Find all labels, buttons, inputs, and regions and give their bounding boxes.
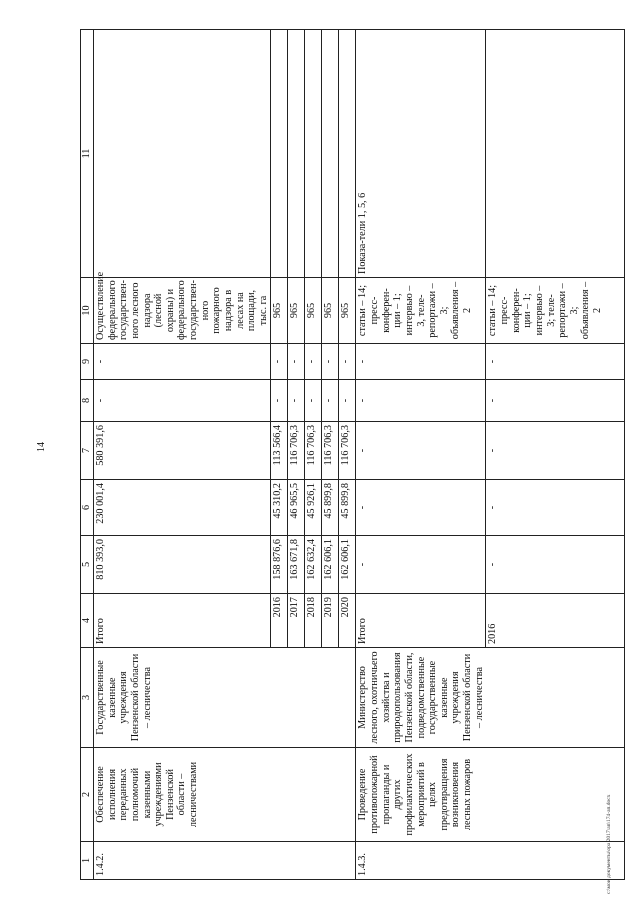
indicator-text: статьи – 14; пресс-конферен-ции – 1; интервью – 3; теле-репортажи –3; объявления – 2 <box>486 278 625 344</box>
cell-value: 45 926,1 <box>305 480 322 536</box>
cell-value: - <box>356 422 486 480</box>
row-number: 1.4.3. <box>356 842 625 880</box>
cell-value: - <box>356 380 486 422</box>
cell-value: 116 706,3 <box>288 422 305 480</box>
col-header: 8 <box>81 380 94 422</box>
cell-value <box>305 30 322 278</box>
indicator-text: статьи – 14; пресс-конферен-ции – 1; интервью – 3, теле-репортажи –3; объявления – 2 <box>356 278 486 344</box>
cell-value: 163 671,8 <box>288 536 305 594</box>
indicator-text: Осуществление федерального государствен-ного лесного надзора (лесной охраны) и федерального государствен-ного пожарного надзора в лесах на площади, тыс. га <box>94 278 271 344</box>
cell-value: - <box>356 480 486 536</box>
cell-value: 810 393,0 <box>94 536 271 594</box>
cell-value: - <box>288 380 305 422</box>
cell-value: 45 899,8 <box>322 480 339 536</box>
executor: Государственные казенные учреждения Пензенской области – лесничества <box>94 648 356 748</box>
cell-value: - <box>486 422 625 480</box>
cell-value <box>94 30 271 278</box>
year: 2020 <box>339 594 356 648</box>
cell-value: 162 606,1 <box>322 536 339 594</box>
cell-value: 46 965,5 <box>288 480 305 536</box>
cell-value: 580 391,6 <box>94 422 271 480</box>
cell-value <box>288 30 305 278</box>
year: 2019 <box>322 594 339 648</box>
col-header: 1 <box>81 842 94 880</box>
cell-value: 965 <box>305 278 322 344</box>
col-header: 9 <box>81 344 94 380</box>
table-row <box>356 30 486 880</box>
period-label: Итого <box>94 594 271 648</box>
cell-value: - <box>339 344 356 380</box>
year: 2018 <box>305 594 322 648</box>
cell-value: 965 <box>288 278 305 344</box>
cell-value: 116 706,3 <box>305 422 322 480</box>
file-path-footer: c:\мои документы\ора 2017\ап\174-ап.docx <box>606 794 612 894</box>
col-header: 10 <box>81 278 94 344</box>
col-header: 7 <box>81 422 94 480</box>
executor: Министерство лесного, охотничьего хозяйства и природопользования Пензенской области, подведомственные государственные казенные учреждения Пензенской области – лесничества <box>356 648 625 748</box>
cell-value: - <box>305 344 322 380</box>
cell-value: - <box>486 380 625 422</box>
col-header: 6 <box>81 480 94 536</box>
cell-value: - <box>486 536 625 594</box>
cell-value: 162 606,1 <box>339 536 356 594</box>
cell-value: 230 001,4 <box>94 480 271 536</box>
cell-value <box>271 30 288 278</box>
cell-value: 965 <box>271 278 288 344</box>
cell-value: 965 <box>322 278 339 344</box>
cell-value: - <box>94 380 271 422</box>
program-activities-table <box>80 29 625 880</box>
cell-value: 158 876,6 <box>271 536 288 594</box>
cell-value: - <box>94 344 271 380</box>
table-row <box>94 30 271 880</box>
rotated-table-wrapper <box>80 30 625 880</box>
cell-value <box>339 30 356 278</box>
row-number: 1.4.2. <box>94 842 356 880</box>
col-header: 11 <box>81 30 94 278</box>
cell-value: - <box>486 480 625 536</box>
cell-value: - <box>271 380 288 422</box>
col-header: 3 <box>81 648 94 748</box>
period-label: Итого <box>356 594 486 648</box>
col-header: 4 <box>81 594 94 648</box>
activity-name: Обеспечение исполнения переданных полномочий казенными учреждениями Пензенской области – лесничествами <box>94 748 356 842</box>
col-header: 5 <box>81 536 94 594</box>
cell-value: - <box>339 380 356 422</box>
cell-value: - <box>305 380 322 422</box>
cell-value: - <box>322 344 339 380</box>
cell-value: 116 706,3 <box>322 422 339 480</box>
cell-value: 45 899,8 <box>339 480 356 536</box>
col-header: 2 <box>81 748 94 842</box>
activity-name: Проведение противопожарной пропаганды и других профилактических мероприятий в целях предотвращения возникновения лесных пожаров <box>356 748 625 842</box>
cell-value <box>322 30 339 278</box>
column-number-header <box>81 30 94 880</box>
cell-value: 116 706,3 <box>339 422 356 480</box>
cell-value: 162 632,4 <box>305 536 322 594</box>
year: 2017 <box>288 594 305 648</box>
cell-value: 45 310,2 <box>271 480 288 536</box>
indicator-reference: Показа-тели 1, 5, 6 <box>356 30 486 278</box>
cell-value <box>486 30 625 278</box>
cell-value: - <box>356 344 486 380</box>
cell-value: - <box>356 536 486 594</box>
cell-value: - <box>271 344 288 380</box>
cell-value: - <box>288 344 305 380</box>
year: 2016 <box>271 594 288 648</box>
cell-value: - <box>486 344 625 380</box>
cell-value: - <box>322 380 339 422</box>
year: 2016 <box>486 594 625 648</box>
cell-value: 965 <box>339 278 356 344</box>
page-number: 14 <box>36 442 47 452</box>
cell-value: 113 566,4 <box>271 422 288 480</box>
